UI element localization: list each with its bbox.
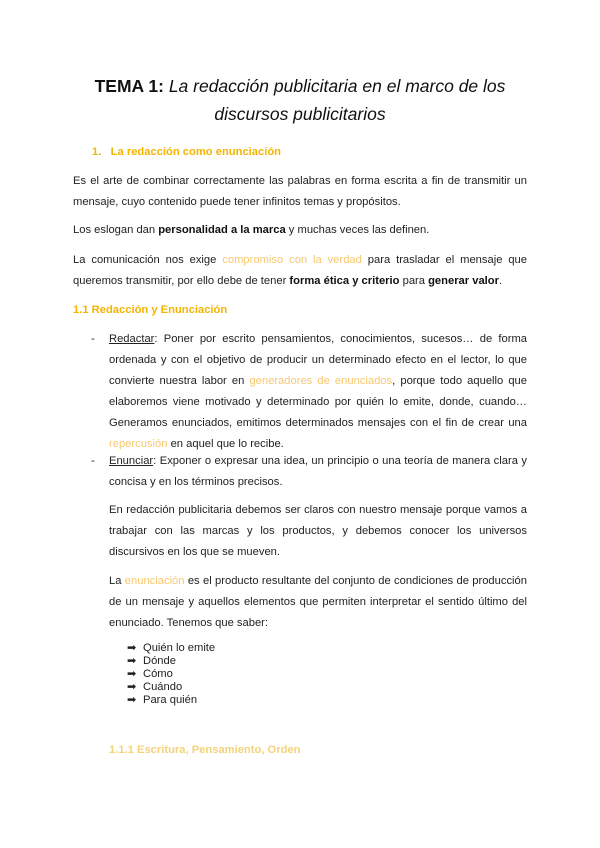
list-item-redactar [109, 329, 527, 455]
para3-highlight: compromiso con la verdad [222, 254, 362, 266]
section-1-title: La redacción como enunciación [110, 146, 282, 158]
para5-highlight: enunciación [124, 575, 185, 587]
arrow-item-label: Dónde [143, 655, 176, 667]
title-line1: La redacción publicitaria en el marco de los [163, 76, 506, 96]
para2-text-c: y muchas veces las definen. [285, 224, 430, 236]
arrow-list [127, 642, 215, 707]
list-item [127, 681, 215, 694]
section-1-number: 1. [92, 146, 102, 158]
item1-text-b: , porque todo aquello que elaboremos viene motivado y determinado por quién lo emite, donde, cuando… Generamos enunciados, emitimos determinados mensajes con el fin de crear una [109, 375, 528, 429]
paragraph-enunciacion [109, 571, 527, 634]
para3-text-f: . [498, 275, 503, 287]
item1-text-c: en aquel que lo recibe. [167, 438, 284, 450]
arrow-right-icon: ➡ [127, 694, 137, 706]
section-1-1-1-heading: 1.1.1 Escritura, Pensamiento, Orden [109, 744, 301, 756]
para3-text-a: La comunicación nos exige [73, 254, 223, 266]
arrow-right-icon: ➡ [127, 681, 137, 693]
para3-text-b: para trasladar el mensaje que queremos transmitir, por ello debe de tener [73, 254, 527, 287]
list-item [127, 655, 215, 668]
arrow-right-icon: ➡ [127, 668, 137, 680]
term-redactar: Redactar [109, 333, 155, 345]
para3-bold-valor: generar valor [428, 275, 499, 287]
item1-highlight-generadores: generadores de enunciados [249, 375, 393, 387]
list-item [127, 668, 215, 681]
arrow-item-label: Cómo [143, 668, 173, 680]
section-1-heading [92, 143, 281, 161]
para5-text-b: es el producto resultante del conjunto de condiciones de producción de un mensaje y aquellos elementos que permiten interpretar el sentido último del enunciado. Tenemos que saber: [109, 575, 527, 629]
arrow-right-icon: ➡ [127, 655, 137, 667]
paragraph-eslogan [73, 220, 527, 241]
document-title [0, 72, 600, 128]
para5-text-a: La [109, 575, 125, 587]
paragraph-definition: Es el arte de combinar correctamente las palabras en forma escrita a fin de transmitir un mensaje, cuyo contenido puede tener infinitos temas y propósitos. [73, 175, 527, 208]
title-line2: discursos publicitarios [214, 104, 386, 124]
para2-text-a: Los eslogan dan [73, 224, 159, 236]
para3-text-d: para [399, 275, 429, 287]
section-1-1-heading: 1.1 Redacción y Enunciación [73, 304, 228, 316]
list-dash-2: - [91, 455, 95, 467]
list-item-enunciar [109, 451, 527, 493]
term-enunciar: Enunciar [109, 455, 154, 467]
title-prefix: TEMA 1: [94, 76, 164, 96]
paragraph-redaccion-publicitaria: En redacción publicitaria debemos ser claros con nuestro mensaje porque vamos a trabajar con las marcas y los productos, y debemos conocer los universos discursivos en los que se mueven. [109, 504, 527, 558]
para3-bold-criterio: forma ética y criterio [289, 275, 400, 287]
list-dash-1: - [91, 333, 95, 345]
arrow-item-label: Cuándo [143, 681, 183, 693]
item1-text-a: : Poner por escrito pensamientos, conocimientos, sucesos… de forma ordenada y con el objetivo de producir un determinado efecto en el lector, lo que convierte nuestra labor en [109, 333, 527, 387]
list-item [127, 694, 215, 707]
paragraph-comunicacion [73, 250, 527, 292]
item2-text-a: : Exponer o expresar una idea, un principio o una teoría de manera clara y concisa y en los términos precisos. [109, 455, 527, 488]
arrow-item-label: Para quién [143, 694, 198, 706]
arrow-right-icon: ➡ [127, 642, 137, 654]
list-item [127, 642, 215, 655]
item1-highlight-repercusion: repercusión [109, 438, 168, 450]
arrow-item-label: Quién lo emite [143, 642, 216, 654]
para2-bold: personalidad a la marca [158, 224, 286, 236]
